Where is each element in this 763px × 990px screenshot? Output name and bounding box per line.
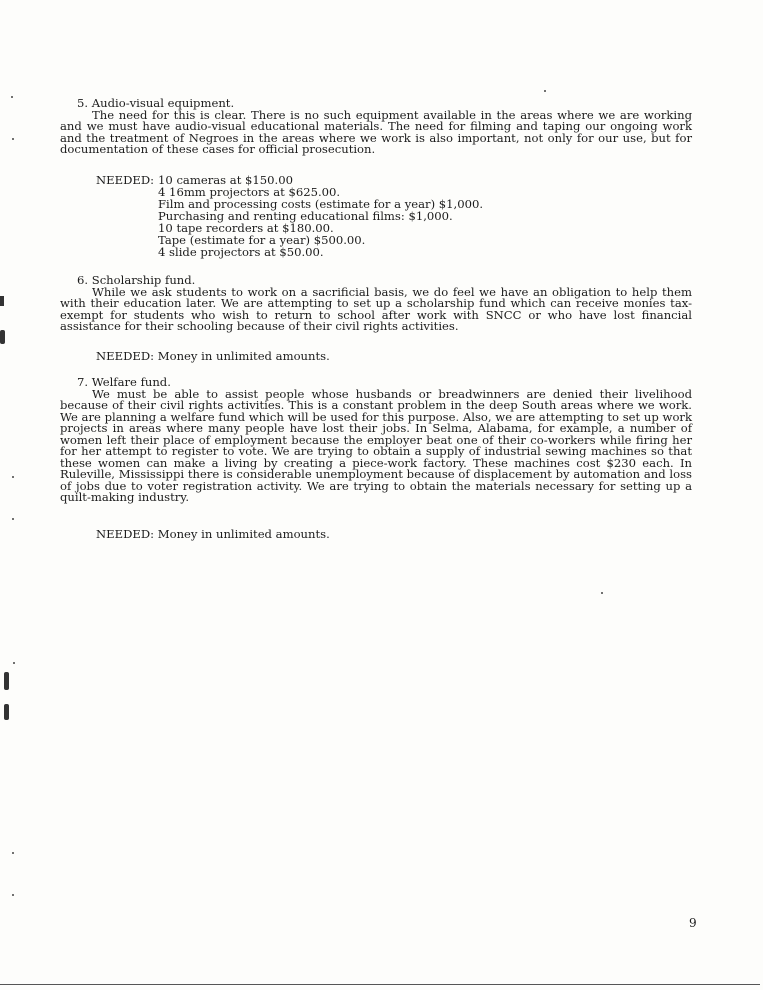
needed-item: 4 16mm projectors at $625.00.: [158, 185, 341, 199]
needed-item: 10 tape recorders at $180.00.: [158, 221, 334, 235]
binding-hole-mark: [4, 704, 9, 720]
scan-speck: [13, 662, 15, 664]
needed-item: 4 slide projectors at $50.00.: [158, 245, 324, 259]
section-body: While we ask students to work on a sacrificial basis, we do feel we have an obligation to help them with their education later. We are attempting to set up a scholarship fund which can receive monies tax-exempt for students who wish to return to school after work with SNCC or who have lost financial assistance for their schooling because of their civil rights activities.: [60, 284, 692, 333]
section-body: We must be able to assist people whose husbands or breadwinners are denied their livelihood because of their civil rights activities. This is a constant problem in the deep South areas where we work. We are planning a welfare fund which will be used for this purpose. Also, we are attempting to set up work projects in areas where many people have lost their jobs. In Selma, Alabama, for example, a number of women left their place of employment because the employer beat one of their co-workers while firing her for her attempt to register to vote. We are trying to obtain a supply of industrial sewing machines so that these women can make a living by creating a piece-work factory. These machines cost $230 each. In Ruleville, Mississippi there is considerable unemployment because of displacement by automation and loss of jobs due to voter registration activity. We are trying to obtain the materials necessary for setting up a quilt-making industry.: [60, 386, 692, 504]
needed-item: Tape (estimate for a year) $500.00.: [158, 233, 366, 247]
needed-label: NEEDED:: [96, 173, 155, 187]
needed-equipment-list: [158, 186, 483, 258]
section-welfare: [60, 377, 692, 504]
binding-hole-mark: [4, 672, 9, 690]
scan-speck: [544, 90, 546, 92]
binding-hole-mark: [0, 296, 4, 306]
scan-speck: [12, 476, 14, 478]
needed-item-first: 10 cameras at $150.00: [158, 173, 293, 187]
needed-welfare: NEEDED: Money in unlimited amounts.: [96, 527, 330, 541]
section-scholarship: [60, 275, 692, 333]
binding-hole-mark: [0, 330, 5, 344]
scan-speck: [12, 138, 14, 140]
scan-speck: [601, 592, 603, 594]
scan-speck: [12, 894, 14, 896]
needed-scholarship: NEEDED: Money in unlimited amounts.: [96, 349, 330, 363]
scan-speck: [12, 852, 14, 854]
section-heading: 5. Audio-visual equipment.: [77, 96, 235, 110]
section-heading: 6. Scholarship fund.: [77, 273, 196, 287]
needed-item: Film and processing costs (estimate for a year) $1,000.: [158, 197, 484, 211]
section-audio-visual: [60, 98, 692, 156]
section-heading: 7. Welfare fund.: [77, 375, 171, 389]
section-body: The need for this is clear. There is no such equipment available in the areas where we are working and we must have audio-visual educational materials. The need for filming and taping our ongoing work and the treatment of Negroes in the areas where we work is also important, not only for our use, but for documentation of these cases for official prosecution.: [60, 107, 692, 156]
page-number: 9: [689, 916, 697, 930]
bottom-edge-line: [0, 984, 760, 985]
scan-speck: [12, 518, 14, 520]
scan-speck: [11, 96, 13, 98]
needed-item: Purchasing and renting educational films: $1,000.: [158, 209, 453, 223]
